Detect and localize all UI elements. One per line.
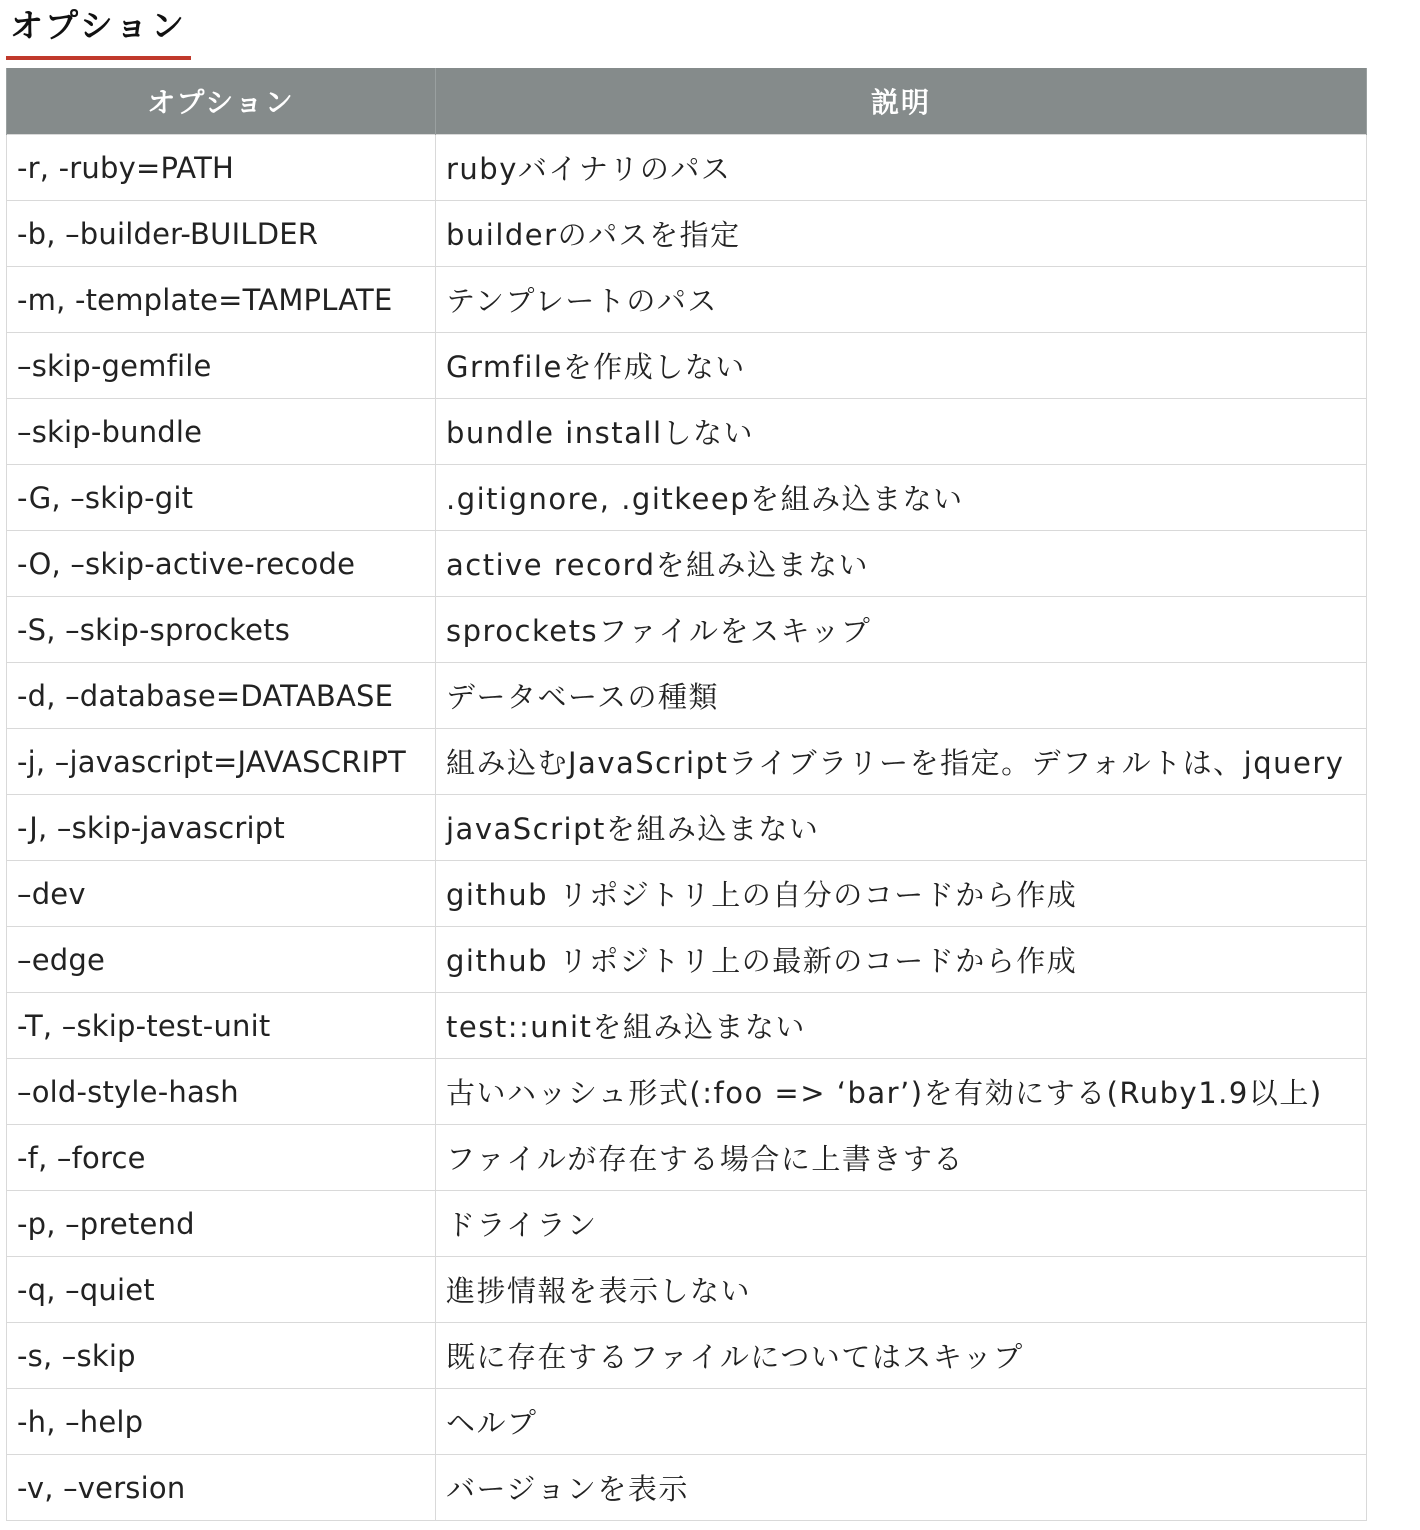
option-cell: –dev xyxy=(7,861,436,927)
description-cell: 組み込むJavaScriptライブラリーを指定。デフォルトは、jquery xyxy=(436,729,1367,795)
description-cell: test::unitを組み込まない xyxy=(436,993,1367,1059)
section-heading: オプション xyxy=(6,0,191,60)
description-cell: ドライラン xyxy=(436,1191,1367,1257)
table-header-row xyxy=(7,68,1367,135)
option-cell: -r, -ruby=PATH xyxy=(7,135,436,201)
description-cell: github リポジトリ上の最新のコードから作成 xyxy=(436,927,1367,993)
description-cell: javaScriptを組み込まない xyxy=(436,795,1367,861)
option-cell: -T, –skip-test-unit xyxy=(7,993,436,1059)
description-cell: データベースの種類 xyxy=(436,663,1367,729)
option-cell: -G, –skip-git xyxy=(7,465,436,531)
table-row xyxy=(7,795,1367,861)
table-row xyxy=(7,465,1367,531)
column-header-description: 説明 xyxy=(436,68,1367,135)
option-cell: -O, –skip-active-recode xyxy=(7,531,436,597)
description-cell: 進捗情報を表示しない xyxy=(436,1257,1367,1323)
table-row xyxy=(7,399,1367,465)
table-row xyxy=(7,1191,1367,1257)
option-cell: –skip-gemfile xyxy=(7,333,436,399)
description-cell: sprocketsファイルをスキップ xyxy=(436,597,1367,663)
description-cell: 既に存在するファイルについてはスキップ xyxy=(436,1323,1367,1389)
table-row xyxy=(7,201,1367,267)
option-cell: -d, –database=DATABASE xyxy=(7,663,436,729)
table-row xyxy=(7,861,1367,927)
option-cell: -m, -template=TAMPLATE xyxy=(7,267,436,333)
table-row xyxy=(7,1125,1367,1191)
table-body xyxy=(7,135,1367,1521)
option-cell: -s, –skip xyxy=(7,1323,436,1389)
table-row xyxy=(7,333,1367,399)
table-row xyxy=(7,1389,1367,1455)
column-header-option: オプション xyxy=(7,68,436,135)
option-cell: –skip-bundle xyxy=(7,399,436,465)
description-cell: active recordを組み込まない xyxy=(436,531,1367,597)
option-cell: –edge xyxy=(7,927,436,993)
table-row xyxy=(7,1455,1367,1521)
description-cell: Grmfileを作成しない xyxy=(436,333,1367,399)
description-cell: バージョンを表示 xyxy=(436,1455,1367,1521)
option-cell: –old-style-hash xyxy=(7,1059,436,1125)
description-cell: 古いハッシュ形式(:foo => ‘bar’)を有効にする(Ruby1.9以上) xyxy=(436,1059,1367,1125)
table-row xyxy=(7,135,1367,201)
options-table xyxy=(6,68,1367,1521)
table-row xyxy=(7,663,1367,729)
table-row xyxy=(7,1059,1367,1125)
table-row xyxy=(7,1323,1367,1389)
description-cell: ヘルプ xyxy=(436,1389,1367,1455)
option-cell: -q, –quiet xyxy=(7,1257,436,1323)
description-cell: builderのパスを指定 xyxy=(436,201,1367,267)
table-row xyxy=(7,1257,1367,1323)
table-row xyxy=(7,267,1367,333)
option-cell: -p, –pretend xyxy=(7,1191,436,1257)
table-row xyxy=(7,729,1367,795)
option-cell: -j, –javascript=JAVASCRIPT xyxy=(7,729,436,795)
option-cell: -b, –builder-BUILDER xyxy=(7,201,436,267)
description-cell: bundle installしない xyxy=(436,399,1367,465)
table-row xyxy=(7,531,1367,597)
description-cell: .gitignore, .gitkeepを組み込まない xyxy=(436,465,1367,531)
table-row xyxy=(7,927,1367,993)
table-row xyxy=(7,597,1367,663)
option-cell: -v, –version xyxy=(7,1455,436,1521)
option-cell: -J, –skip-javascript xyxy=(7,795,436,861)
option-cell: -f, –force xyxy=(7,1125,436,1191)
description-cell: テンプレートのパス xyxy=(436,267,1367,333)
description-cell: rubyバイナリのパス xyxy=(436,135,1367,201)
table-row xyxy=(7,993,1367,1059)
option-cell: -S, –skip-sprockets xyxy=(7,597,436,663)
description-cell: github リポジトリ上の自分のコードから作成 xyxy=(436,861,1367,927)
description-cell: ファイルが存在する場合に上書きする xyxy=(436,1125,1367,1191)
option-cell: -h, –help xyxy=(7,1389,436,1455)
